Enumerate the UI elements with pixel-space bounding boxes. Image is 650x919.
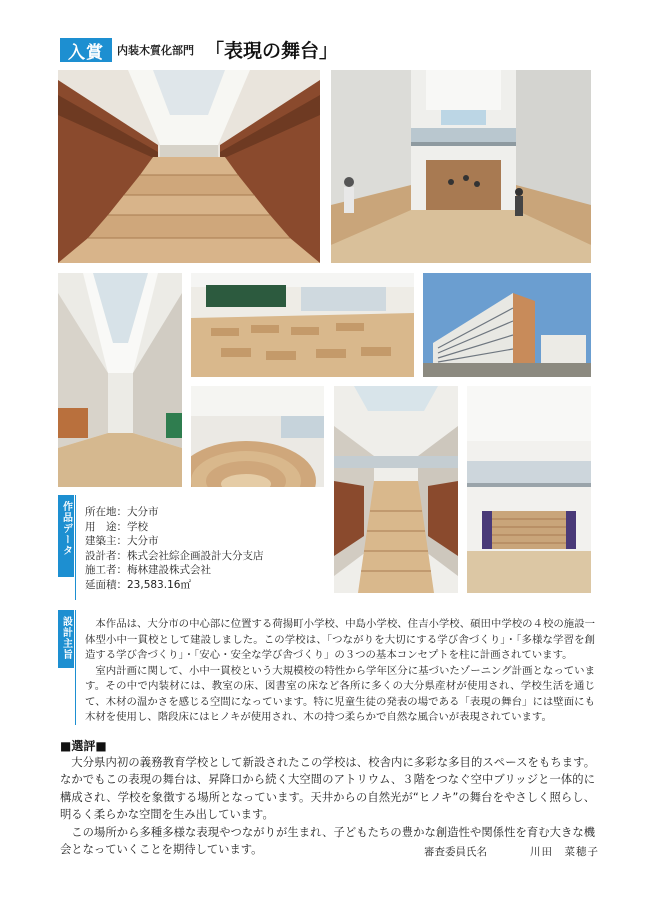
photo-stepped-seating bbox=[191, 386, 324, 487]
data-builder: 施工者：梅林建設株式会社 bbox=[85, 564, 211, 577]
work-data-label: 作品データ bbox=[58, 495, 74, 577]
review-text bbox=[60, 754, 595, 858]
design-intent-divider bbox=[75, 610, 76, 725]
data-use: 用 途：学校 bbox=[85, 520, 148, 533]
photo-grand-stairs bbox=[58, 70, 320, 263]
review-paragraph-2: この場所から多種多様な表現やつながりが生まれ、子どもたちの豊かな創造性や関係性を育む大きな機会となっていくことを期待しています。 bbox=[60, 825, 595, 857]
photo-classroom bbox=[191, 273, 414, 377]
photo-skylight-corridor bbox=[58, 273, 182, 487]
review-heading: ■選評■ bbox=[60, 739, 107, 753]
work-data-divider bbox=[75, 495, 76, 600]
photo-exterior bbox=[423, 273, 591, 377]
work-data-list bbox=[85, 505, 264, 593]
summary-paragraph-2: 室内計画に関して、小中一貫校という大規模校の特性から学年区分に基づいたゾーニング計画となっています。その中で内装材には、教室の床、図書室の床など各所に多くの大分県産材が使用され、学校生活を通じて、木材の温かさを感じる空間になっています。特に児童生徒の発表の場である「表現の舞台」には壁面にも木材を使用し、階段床にはヒノキが使用され、木の持つ柔らかで自然な風合いが表現されています。 bbox=[85, 664, 595, 723]
design-intent-text bbox=[85, 617, 595, 726]
design-intent-label: 設計主旨 bbox=[58, 610, 74, 668]
summary-paragraph-1: 本作品は、大分市の中心部に位置する荷揚町小学校、中島小学校、住吉小学校、碩田中学校の４校の施設一体型小中一貫校として建設しました。この学校は、「つながりを大切にする学び舎づくり」・「多様な学習を創造する学び舎づくり」・「安心・安全な学び舎づくり」の３つの基本コンセプトを柱に計画されています。 bbox=[85, 618, 595, 661]
data-floor-area: 延面積：23,583.16㎡ bbox=[85, 578, 191, 591]
work-title: 「表現の舞台」 bbox=[205, 40, 339, 62]
review-paragraph-1: 大分県内初の義務教育学校として新設されたこの学校は、校舎内に多彩な多目的スペースをもちます。なかでもこの表現の舞台は、昇降口から続く大空間のアトリウム、３階をつなぐ空中ブリッジと一体的に構成され、学校を象徴する場所となっています。天井からの自然光が“ヒノキ”の舞台をやさしく照らし、明るく柔らかな空間を生み出しています。 bbox=[60, 756, 595, 822]
photo-stair-view bbox=[334, 386, 458, 593]
reviewer-label: 審査委員氏名 bbox=[424, 846, 487, 858]
data-owner: 建築主：大分市 bbox=[85, 535, 159, 548]
photo-stage-front bbox=[467, 386, 591, 593]
data-designer: 設計者：株式会社綜企画設計大分支店 bbox=[85, 549, 264, 562]
photo-atrium-bridge bbox=[331, 70, 591, 263]
award-badge: 入賞 bbox=[60, 38, 112, 62]
award-category: 内装木質化部門 bbox=[117, 44, 194, 57]
reviewer-name: 川田 菜穂子 bbox=[530, 846, 599, 858]
data-location: 所在地：大分市 bbox=[85, 506, 159, 518]
